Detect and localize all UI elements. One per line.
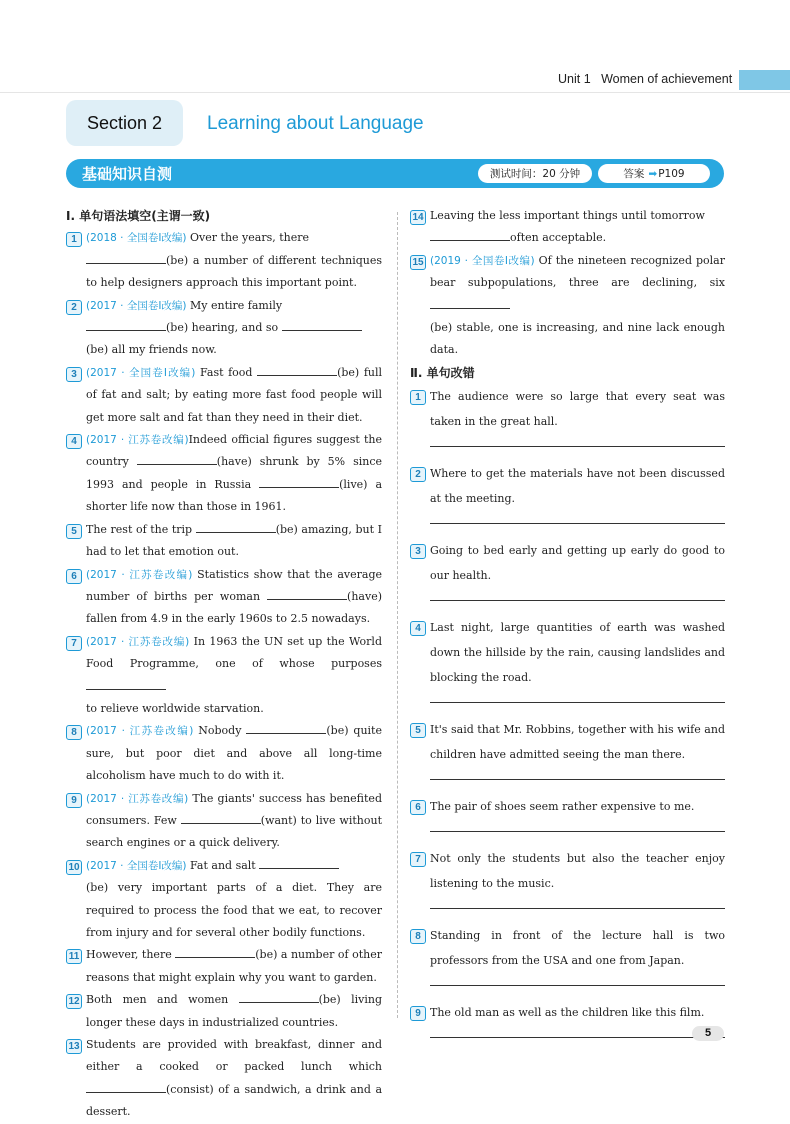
answer-blank[interactable] (86, 1080, 166, 1093)
question-item: 15 (2019 · 全国卷Ⅰ改编) Of the nineteen recognized polar bear subpopulations, three are declining, six (be) stable, one is increasing, and nine lack enough data. (410, 250, 725, 362)
question-number: 2 (66, 300, 82, 315)
running-header (558, 72, 732, 86)
question-number: 7 (66, 636, 82, 651)
answer-blank[interactable] (137, 452, 217, 465)
question-number: 8 (66, 725, 82, 740)
question-source: (2017 · 江苏卷改编) (86, 792, 189, 805)
question-item: 9 (2017 · 江苏卷改编) The giants' success has benefited consumers. Few (want) to live without search engines or a quick delivery. (66, 788, 382, 855)
question-number: 4 (410, 621, 426, 636)
question-source: (2018 · 全国卷Ⅰ改编) (86, 232, 187, 245)
unit-title: Women of achievement (601, 72, 733, 86)
part1-title: Ⅰ. 单句语法填空(主谓一致) (66, 209, 211, 223)
question-item: 3 (2017 · 全国卷Ⅰ改编) Fast food (be) full of fat and salt; by eating more fast food people will get more salt and fat than they need in their diet. (66, 362, 382, 429)
answer-blank[interactable] (259, 475, 339, 488)
question-item: 1 (2018 · 全国卷Ⅰ改编) Over the years, there (be) a number of different techniques to help designers approach this important point. (66, 227, 382, 294)
question-item: 14 Leaving the less important things until tomorrow often acceptable. (410, 205, 725, 250)
question-number: 13 (66, 1039, 82, 1054)
question-item: 12 Both men and women (be) living longer these days in industrialized countries. (66, 989, 382, 1034)
unit-number: Unit 1 (558, 72, 591, 86)
left-column (66, 205, 382, 1124)
answer-blank[interactable] (86, 251, 166, 264)
header-tab (739, 70, 790, 90)
answer-line[interactable] (430, 896, 725, 909)
answer-line[interactable] (430, 690, 725, 703)
question-item: 11 However, there (be) a number of other reasons that might explain why you want to garden. (66, 944, 382, 989)
question-number: 5 (66, 524, 82, 539)
question-item: 8 (2017 · 江苏卷改编) Nobody (be) quite sure, but poor diet and above all long-time alcoholism have much to do with it. (66, 720, 382, 787)
answer-ref-badge (598, 164, 710, 183)
question-number: 14 (410, 210, 426, 225)
answer-blank[interactable] (196, 520, 276, 533)
correction-item: 9 The old man as well as the children like this film. (410, 1000, 725, 1025)
answer-line[interactable] (430, 973, 725, 986)
question-item: 5 The rest of the trip (be) amazing, but I had to let that emotion out. (66, 519, 382, 564)
question-source: (2019 · 全国卷Ⅰ改编) (430, 254, 535, 267)
question-source: (2017 · 江苏卷改编) (86, 434, 189, 447)
question-source: (2017 · 全国卷Ⅰ改编) (86, 366, 196, 379)
correction-item: 4 Last night, large quantities of earth was washed down the hillside by the rain, causing landslides and blocking the road. (410, 615, 725, 690)
right-column (410, 205, 725, 1052)
question-number: 6 (410, 800, 426, 815)
question-item: 7 (2017 · 江苏卷改编) In 1963 the UN set up the World Food Programme, one of whose purposes to relieve worldwide starvation. (66, 631, 382, 721)
question-source: (2017 · 江苏卷改编) (86, 725, 194, 738)
correction-item: 3 Going to bed early and getting up early do good to our health. (410, 538, 725, 588)
banner-title: 基础知识自测 (82, 165, 173, 183)
correction-item: 7 Not only the students but also the teacher enjoy listening to the music. (410, 846, 725, 896)
answer-blank[interactable] (259, 856, 339, 869)
question-source: (2017 · 江苏卷改编) (86, 568, 193, 581)
answer-blank[interactable] (239, 990, 319, 1003)
question-item: 2 (2017 · 全国卷Ⅰ改编) My entire family (be) hearing, and so (be) all my friends now. (66, 295, 382, 362)
question-number: 4 (66, 434, 82, 449)
question-number: 1 (410, 390, 426, 405)
question-number: 12 (66, 994, 82, 1009)
correction-item: 8 Standing in front of the lecture hall is two professors from the USA and one from Japan. (410, 923, 725, 973)
answer-blank[interactable] (181, 811, 261, 824)
page-number: 5 (692, 1026, 724, 1041)
question-source: (2017 · 江苏卷改编) (86, 635, 190, 648)
correction-item: 6 The pair of shoes seem rather expensive to me. (410, 794, 725, 819)
header-divider (0, 92, 790, 93)
answer-line[interactable] (430, 434, 725, 447)
answer-line[interactable] (430, 588, 725, 601)
section-label: Section 2 (66, 100, 183, 146)
answer-line[interactable] (430, 511, 725, 524)
answer-blank[interactable] (175, 945, 255, 958)
question-number: 11 (66, 949, 82, 964)
question-item: 10 (2017 · 全国卷Ⅰ改编) Fat and salt (be) very important parts of a diet. They are required to process the food that we eat, to recover from injury and for several other bodily functions. (66, 855, 382, 945)
question-number: 8 (410, 929, 426, 944)
question-item: 4 (2017 · 江苏卷改编)Indeed official figures suggest the country (have) shrunk by 5% since 1993 and people in Russia (live) a shorter life now than those in 1961. (66, 429, 382, 519)
arrow-right-icon: ➡ (648, 167, 658, 180)
question-number: 10 (66, 860, 82, 875)
answer-blank[interactable] (246, 721, 326, 734)
answer-page: P109 (658, 167, 685, 180)
question-number: 1 (66, 232, 82, 247)
question-number: 7 (410, 852, 426, 867)
question-number: 3 (66, 367, 82, 382)
answer-blank[interactable] (430, 296, 510, 309)
correction-item: 2 Where to get the materials have not been discussed at the meeting. (410, 461, 725, 511)
answer-line[interactable] (430, 819, 725, 832)
question-source: (2017 · 全国卷Ⅰ改编) (86, 859, 187, 872)
correction-item: 5 It's said that Mr. Robbins, together with his wife and children have admitted seeing the man there. (410, 717, 725, 767)
question-number: 15 (410, 255, 426, 270)
answer-blank[interactable] (267, 587, 347, 600)
answer-line[interactable] (430, 1025, 725, 1038)
question-item: 6 (2017 · 江苏卷改编) Statistics show that the average number of births per woman (have) fallen from 4.9 in the early 1960s to 2.5 nowadays. (66, 564, 382, 631)
question-number: 5 (410, 723, 426, 738)
question-number: 2 (410, 467, 426, 482)
answer-blank[interactable] (430, 228, 510, 241)
answer-line[interactable] (430, 767, 725, 780)
answer-blank[interactable] (257, 363, 337, 376)
question-source: (2017 · 全国卷Ⅰ改编) (86, 299, 187, 312)
correction-item: 1 The audience were so large that every seat was taken in the great hall. (410, 384, 725, 434)
section-title: Learning about Language (207, 113, 424, 134)
answer-label: 答案 (623, 168, 645, 180)
part2-title: Ⅱ. 单句改错 (410, 365, 475, 380)
question-number: 9 (410, 1006, 426, 1021)
answer-blank[interactable] (86, 318, 166, 331)
answer-blank[interactable] (282, 318, 362, 331)
question-number: 9 (66, 793, 82, 808)
answer-blank[interactable] (86, 677, 166, 690)
question-number: 3 (410, 544, 426, 559)
test-time-badge: 测试时间：20 分钟 (478, 164, 592, 183)
question-number: 6 (66, 569, 82, 584)
question-item: 13 Students are provided with breakfast, dinner and either a cooked or packed lunch which (consist) of a sandwich, a drink and a dessert. (66, 1034, 382, 1124)
column-divider (397, 212, 398, 1018)
